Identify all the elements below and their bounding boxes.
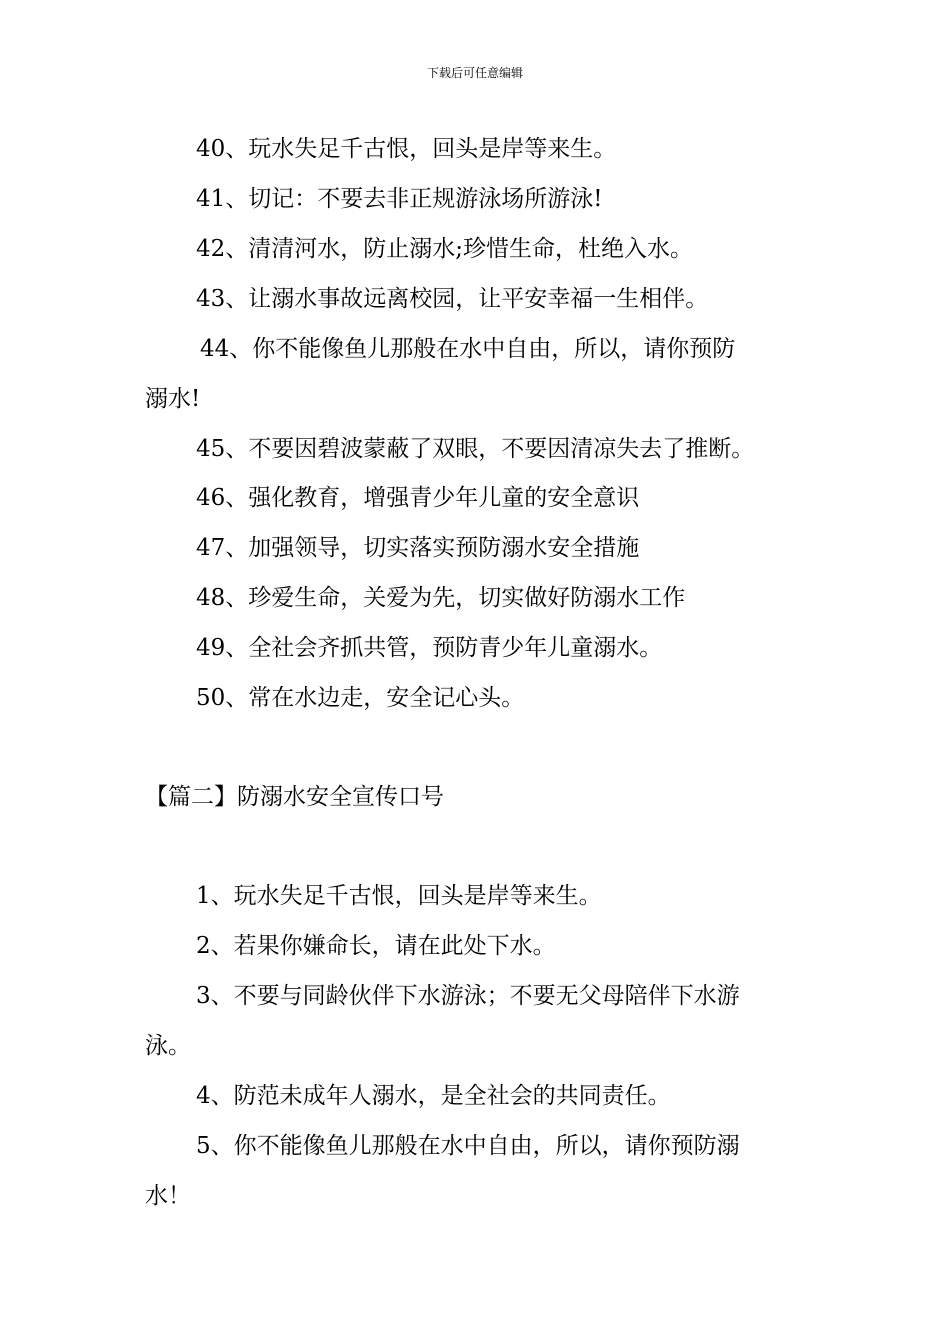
slogan-item: 46、强化教育，增强青少年儿童的安全意识 xyxy=(196,485,640,511)
slogan-item: 41、切记：不要去非正规游泳场所游泳! xyxy=(196,186,603,212)
slogan-item: 1、玩水失足千古恨，回头是岸等来生。 xyxy=(196,883,602,909)
section-heading: 【篇二】防溺水安全宣传口号 xyxy=(145,784,444,810)
slogan-item: 49、全社会齐抓共管，预防青少年儿童溺水。 xyxy=(196,635,663,661)
slogan-item: 44、你不能像鱼儿那般在水中自由，所以，请你预防 xyxy=(200,336,736,362)
slogan-item-continuation: 水！ xyxy=(145,1183,191,1209)
slogan-item: 48、珍爱生命，关爱为先，切实做好防溺水工作 xyxy=(196,585,686,611)
slogan-item: 4、防范未成年人溺水，是全社会的共同责任。 xyxy=(196,1083,671,1109)
slogan-item: 50、常在水边走，安全记心头。 xyxy=(196,685,525,711)
slogan-item: 2、若果你嫌命长，请在此处下水。 xyxy=(196,933,556,959)
slogan-item: 43、让溺水事故远离校园，让平安幸福一生相伴。 xyxy=(196,286,709,312)
slogan-item: 3、不要与同龄伙伴下水游泳；不要无父母陪伴下水游 xyxy=(196,983,740,1009)
page-header: 下载后可任意编辑 xyxy=(426,66,523,80)
slogan-item: 42、清清河水，防止溺水;珍惜生命，杜绝入水。 xyxy=(196,236,694,262)
slogan-item: 47、加强领导，切实落实预防溺水安全措施 xyxy=(196,535,640,561)
slogan-item: 45、不要因碧波蒙蔽了双眼，不要因清凉失去了推断。 xyxy=(196,436,755,462)
slogan-item-continuation: 泳。 xyxy=(145,1033,191,1059)
slogan-item: 40、玩水失足千古恨，回头是岸等来生。 xyxy=(196,136,617,162)
slogan-item-continuation: 溺水! xyxy=(145,386,201,412)
slogan-item: 5、你不能像鱼儿那般在水中自由，所以，请你预防溺 xyxy=(196,1133,740,1159)
